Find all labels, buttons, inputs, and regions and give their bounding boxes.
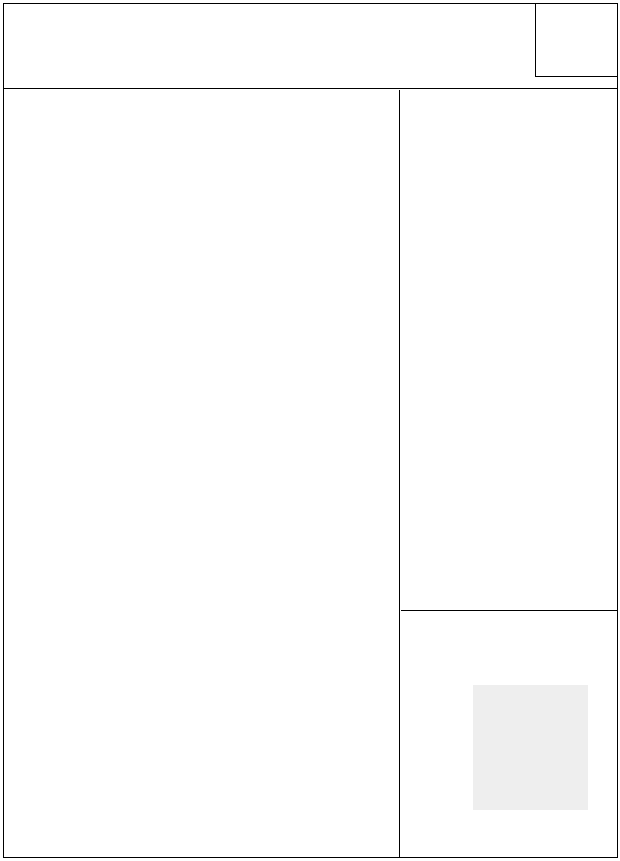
stop-sequence-header	[401, 103, 617, 115]
stop-sequence-panel	[401, 90, 617, 858]
design-stats	[535, 4, 617, 77]
qr-code-icon	[473, 685, 588, 790]
production-sheet	[3, 3, 618, 858]
qr-code	[473, 685, 588, 810]
sheet-header	[4, 4, 617, 89]
design-preview	[4, 90, 400, 858]
divider	[401, 610, 617, 611]
embroidery-design	[4, 90, 400, 858]
barcode	[8, 39, 143, 62]
